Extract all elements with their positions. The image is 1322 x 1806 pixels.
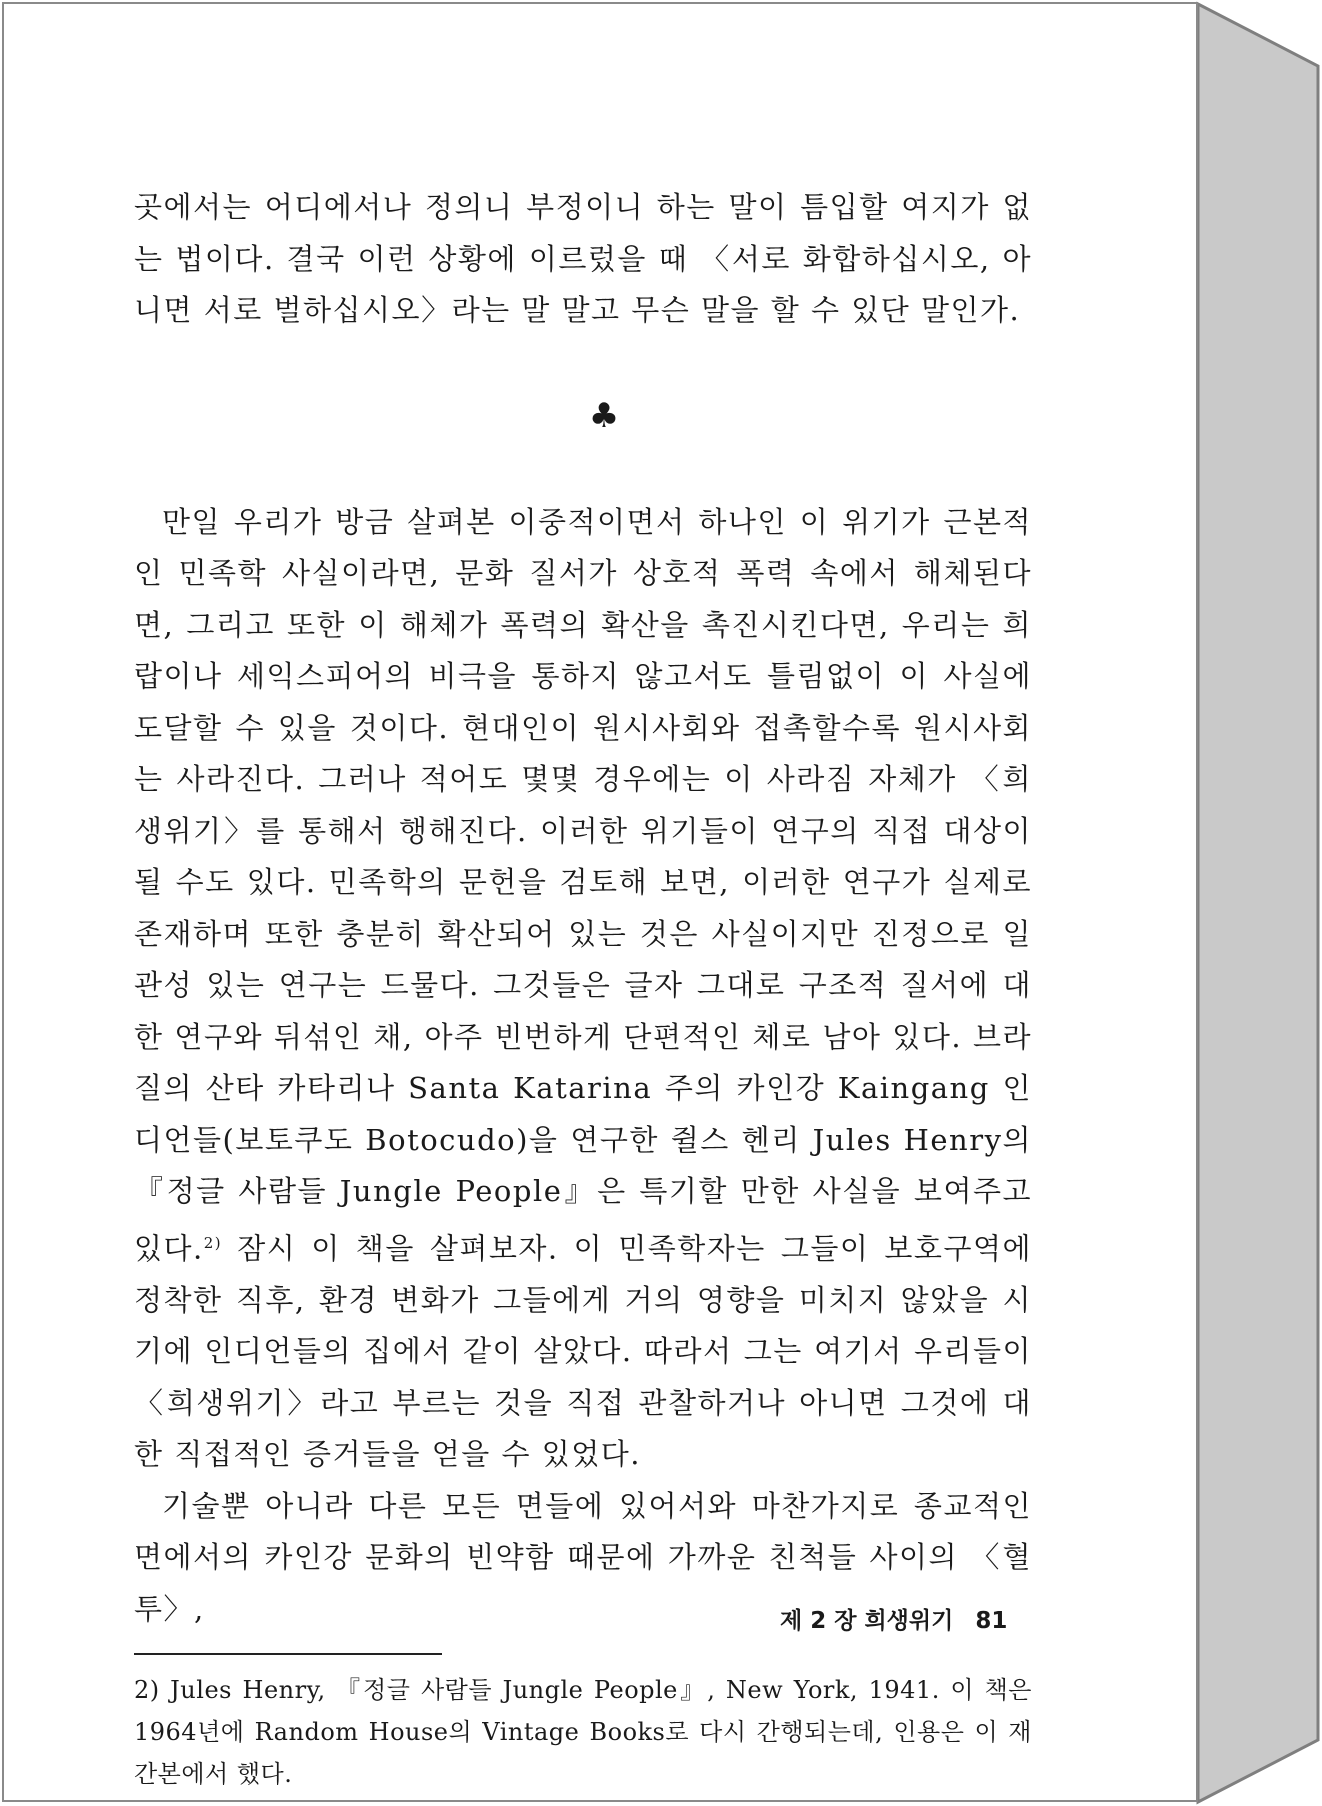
paragraph-2-text: 만일 우리가 방금 살펴본 이중적이면서 하나인 이 위기가 근본적인 민족학 사실이라면, 문화 질서가 상호적 폭력 속에서 해체된다면, 그리고 또한 이 해체가 폭력의 확산을 촉진시킨다면, 우리는 희랍이나 세익스피어의 비극을 통하지 않고서도 틀림없이 이 사실에 도달할 수 있을 것이다. 현대인이 원시사회와 접촉할수록 원시사회는 사라진다. 그러나 적어도 몇몇 경우에는 이 사라짐 자체가 〈희생위기〉를 통해서 행해진다. 이러한 위기들이 연구의 직접 대상이 될 수도 있다. 민족학의 문헌을 검토해 보면, 이러한 연구가 실제로 존재하며 또한 충분히 확산되어 있는 것은 사실이지만 진정으로 일관성 있는 연구는 드물다. 그것들은 글자 그대로 구조적 질서에 대한 연구와 뒤섞인 채, 아주 빈번하게 단편적인 체로 남아 있다. 브라질의 산타 카타리나 Santa Katarina 주의 카인강 Kaingang 인디언들(보토쿠도 Botocudo)을 연구한 쥘스 헨리 Jules Henry의 『정글 사람들 Jungle People』은 특기할 만한 사실을 보여주고 있다. — [134, 504, 1032, 1266]
running-title: 제 2 장 희생위기 — [780, 1608, 954, 1634]
paragraph-3: 기술뿐 아니라 다른 모든 면들에 있어서와 마찬가지로 종교적인 면에서의 카인강 문화의 빈약함 때문에 가까운 친척들 사이의 〈혈투〉, — [134, 1488, 1032, 1626]
paragraph-1: 곳에서는 어디에서나 정의니 부정이니 하는 말이 틈입할 여지가 없는 법이다. 결국 이런 상황에 이르렀을 때 〈서로 화합하십시오, 아니면 서로 벌하십시오〉라는 말 말고 무슨 말을 할 수 있단 말인가. — [134, 190, 1032, 327]
page-number: 81 — [975, 1608, 1008, 1634]
footnote-2: 2) Jules Henry, 『정글 사람들 Jungle People』, New York, 1941. 이 책은 1964년에 Random House의 Vintage Books로 다시 간행되는데, 인용은 이 재간본에서 했다. — [134, 1676, 1032, 1789]
footnote-divider — [134, 1653, 442, 1655]
running-footer — [780, 1602, 1007, 1635]
footnote-reference: 2) — [203, 1233, 223, 1252]
club-ornament-icon: ♣ — [588, 395, 620, 436]
paragraph-2-tail: 잠시 이 책을 살펴보자. 이 민족학자는 그들이 보호구역에 정착한 직후, 환경 변화가 그들에게 거의 영향을 미치지 않았을 시기에 인디언들의 집에서 같이 살았다. 따라서 그는 여기서 우리들이 〈희생위기〉라고 부르는 것을 직접 관찰하거나 아니면 그것에 대한 직접적인 증거들을 얻을 수 있었다. — [134, 1231, 1032, 1472]
paragraph-2 — [134, 497, 1032, 1481]
page-body — [134, 182, 1032, 1795]
